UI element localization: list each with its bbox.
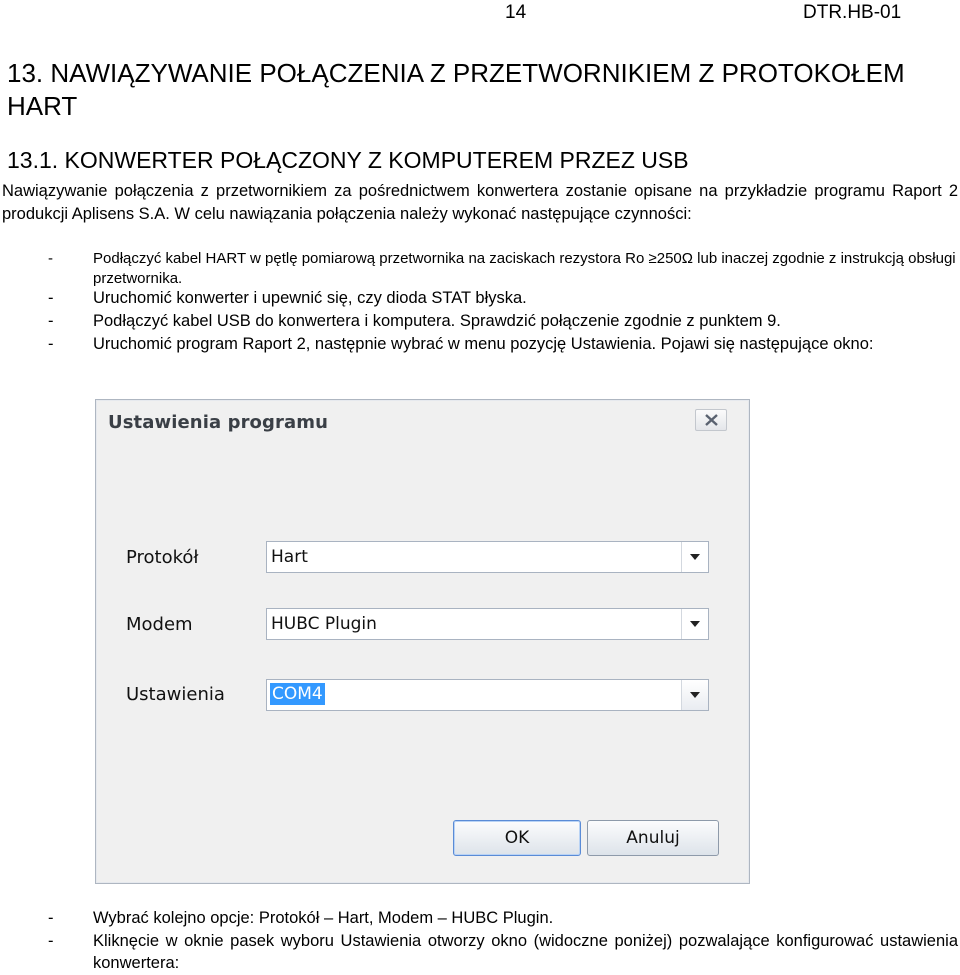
- ok-button[interactable]: OK: [453, 820, 581, 856]
- settings-label: Ustawienia: [126, 684, 225, 705]
- protocol-label: Protokół: [126, 547, 199, 568]
- step-text: Podłączyć kabel USB do konwertera i komputera. Sprawdzić połączenie zgodnie z punktem 9.: [93, 312, 781, 330]
- cancel-button[interactable]: Anuluj: [587, 820, 719, 856]
- list-dash: -: [48, 335, 54, 353]
- list-dash: -: [48, 909, 54, 927]
- list-dash: -: [48, 312, 54, 330]
- step-list-item: [0, 333, 960, 356]
- list-dash: -: [48, 932, 54, 950]
- step-list-item: [0, 249, 960, 289]
- page-number: 14: [505, 2, 527, 23]
- chevron-down-icon: [690, 554, 700, 560]
- chevron-down-icon: [690, 692, 700, 698]
- list-dash: -: [48, 250, 53, 267]
- section-title: 13. NAWIĄZYWANIE POŁĄCZENIA Z PRZETWORNIKIEM Z PROTOKOŁEM HART: [7, 58, 905, 121]
- intro-paragraph: [2, 180, 958, 226]
- modem-select[interactable]: [266, 608, 709, 640]
- dropdown-button[interactable]: [681, 609, 708, 639]
- protocol-value: Hart: [271, 547, 308, 567]
- settings-select[interactable]: [266, 679, 709, 711]
- close-icon: [705, 414, 718, 426]
- modem-label: Modem: [126, 614, 193, 635]
- subsection-title: [7, 145, 689, 175]
- subsection-number: 13.1.: [7, 147, 59, 173]
- step-list-item: [0, 907, 960, 930]
- step-list-item: [0, 310, 960, 333]
- step-text: Kliknęcie w oknie pasek wyboru Ustawienia otworzy okno (widoczne poniżej) pozwalające konfigurować ustawienia konwertera:: [93, 932, 958, 972]
- step-text: Wybrać kolejno opcje: Protokół – Hart, Modem – HUBC Plugin.: [93, 909, 554, 927]
- protocol-select[interactable]: [266, 541, 709, 573]
- settings-dialog: [95, 399, 750, 884]
- step-text: Podłączyć kabel HART w pętlę pomiarową przetwornika na zaciskach rezystora Ro ≥250Ω lub inaczej zgodnie z instrukcją obsługi przetwornika.: [93, 250, 956, 287]
- list-dash: -: [48, 289, 54, 307]
- intro-text: Nawiązywanie połączenia z przetwornikiem za pośrednictwem konwertera zostanie opisane na przykładzie programu Raport 2 produkcji Aplisens S.A. W celu nawiązania połączenia należy wykonać następujące czynności:: [2, 182, 958, 223]
- step-text: Uruchomić program Raport 2, następnie wybrać w menu pozycję Ustawienia. Pojawi się następujące okno:: [93, 335, 874, 353]
- settings-value: COM4: [272, 684, 323, 704]
- chevron-down-icon: [690, 621, 700, 627]
- close-button[interactable]: [695, 409, 727, 431]
- dropdown-button[interactable]: [681, 542, 708, 572]
- subsection-title-text: KONWERTER POŁĄCZONY Z KOMPUTEREM PRZEZ USB: [64, 147, 689, 173]
- document-code: DTR.HB-01: [803, 2, 902, 23]
- modem-value: HUBC Plugin: [271, 614, 377, 634]
- step-text: Uruchomić konwerter i upewnić się, czy dioda STAT błyska.: [93, 289, 527, 307]
- dialog-title: Ustawienia programu: [108, 412, 328, 433]
- dropdown-button[interactable]: [681, 680, 708, 710]
- step-list-item: [0, 287, 960, 310]
- step-list-item: [0, 930, 960, 974]
